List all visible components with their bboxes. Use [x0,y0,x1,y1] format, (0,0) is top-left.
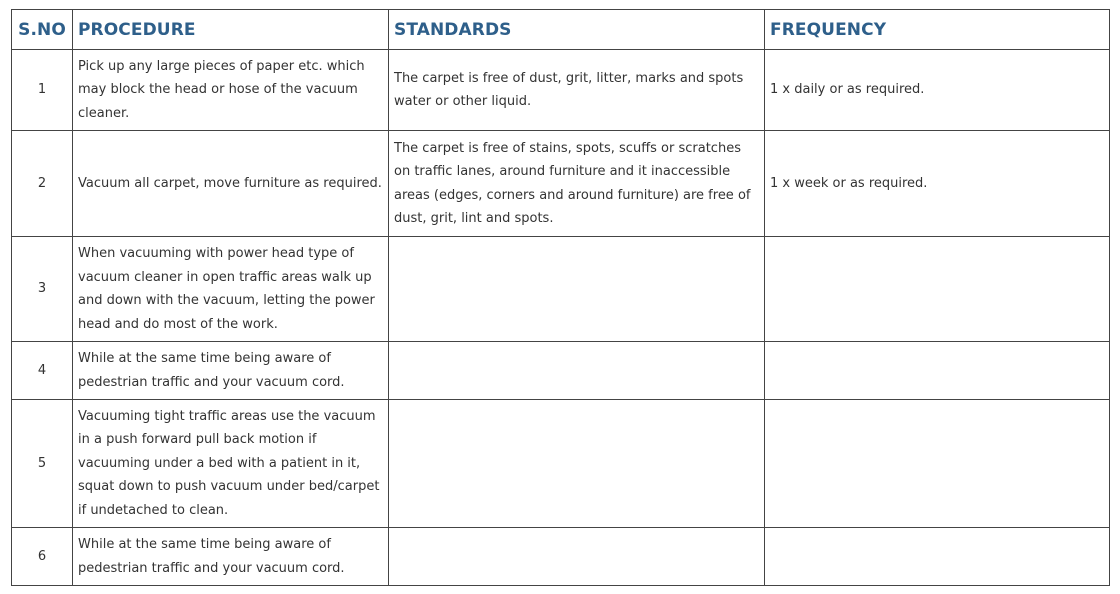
cell-sno: 6 [12,528,73,586]
cell-procedure: When vacuuming with power head type of vacuum cleaner in open traffic areas walk up and down with the vacuum, letting the power head and do most of the work. [73,237,389,342]
table-row [12,50,1110,131]
cell-sno: 3 [12,237,73,342]
procedure-table [11,9,1110,586]
header-sno: S.NO [12,10,73,50]
cell-procedure: While at the same time being aware of pedestrian traffic and your vacuum cord. [73,342,389,400]
cell-standards: The carpet is free of dust, grit, litter, marks and spots water or other liquid. [389,50,765,131]
header-procedure: PROCEDURE [73,10,389,50]
table-row [12,528,1110,586]
cell-frequency [765,237,1110,342]
cell-standards [389,528,765,586]
cell-procedure: Vacuuming tight traffic areas use the vacuum in a push forward pull back motion if vacuuming under a bed with a patient in it, squat down to push vacuum under bed/carpet if undetached to clean. [73,400,389,528]
header-frequency: FREQUENCY [765,10,1110,50]
cell-sno: 5 [12,400,73,528]
cell-standards [389,400,765,528]
table-body [12,50,1110,586]
procedure-table-container [11,9,1110,586]
cell-frequency [765,342,1110,400]
cell-procedure: Pick up any large pieces of paper etc. which may block the head or hose of the vacuum cleaner. [73,50,389,131]
cell-frequency [765,400,1110,528]
table-row [12,342,1110,400]
cell-standards [389,342,765,400]
table-row [12,131,1110,237]
cell-standards [389,237,765,342]
header-row [12,10,1110,50]
table-row [12,400,1110,528]
cell-sno: 1 [12,50,73,131]
cell-standards: The carpet is free of stains, spots, scuffs or scratches on traffic lanes, around furniture and it inaccessible areas (edges, corners and around furniture) are free of dust, grit, lint and spots. [389,131,765,237]
cell-procedure: While at the same time being aware of pedestrian traffic and your vacuum cord. [73,528,389,586]
table-header [12,10,1110,50]
table-row [12,237,1110,342]
cell-procedure: Vacuum all carpet, move furniture as required. [73,131,389,237]
cell-frequency: 1 x daily or as required. [765,50,1110,131]
cell-frequency: 1 x week or as required. [765,131,1110,237]
cell-sno: 4 [12,342,73,400]
cell-sno: 2 [12,131,73,237]
header-standards: STANDARDS [389,10,765,50]
cell-frequency [765,528,1110,586]
